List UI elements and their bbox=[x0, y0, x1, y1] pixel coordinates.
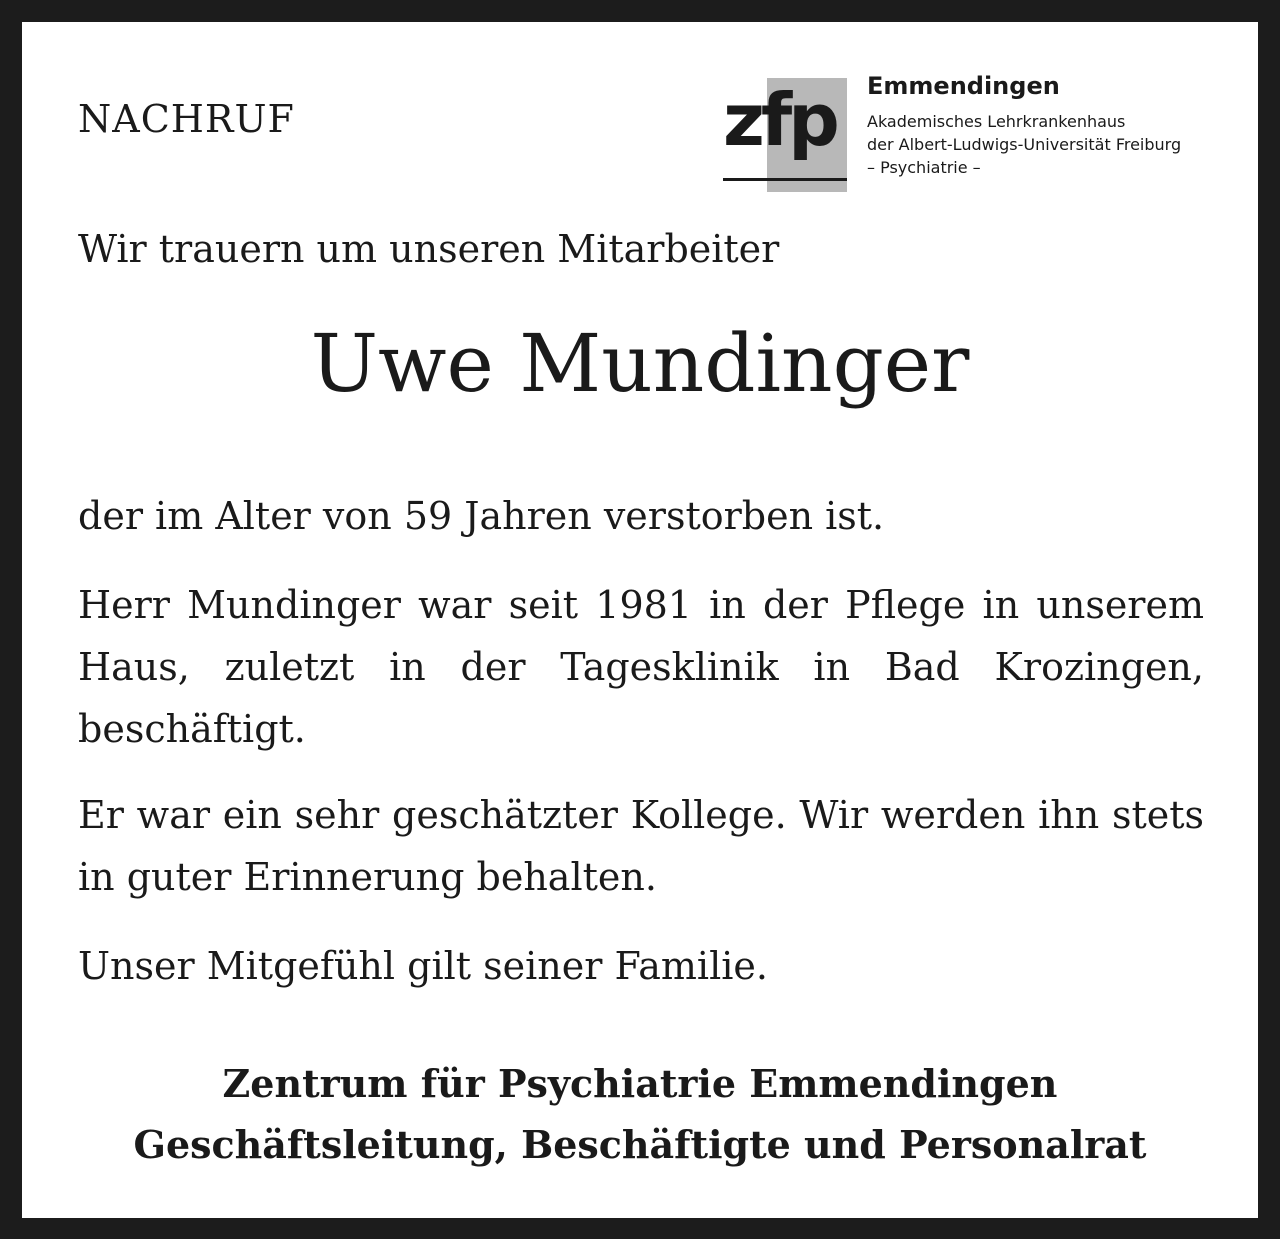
paragraph-age: der im Alter von 59 Jahren verstorben ist. bbox=[78, 494, 885, 538]
logo-city: Emmendingen bbox=[867, 72, 1060, 100]
obituary-notice bbox=[22, 22, 1258, 1218]
logo-subtitle-1: Akademisches Lehrkrankenhaus bbox=[867, 112, 1126, 131]
signature-groups: Geschäftsleitung, Beschäftigte und Personalrat bbox=[133, 1122, 1147, 1167]
paragraph-remembrance: Er war ein sehr geschätzter Kollege. Wir werden ihn stets in guter Erinnerung behalten. bbox=[78, 793, 1204, 899]
intro-text: Wir trauern um unseren Mitarbeiter bbox=[78, 227, 780, 271]
paragraph-sympathy: Unser Mitgefühl gilt seiner Familie. bbox=[78, 944, 768, 988]
notice-label: NACHRUF bbox=[78, 97, 295, 141]
signature-institution: Zentrum für Psychiatrie Emmendingen bbox=[222, 1061, 1058, 1106]
deceased-name: Uwe Mundinger bbox=[310, 317, 970, 410]
logo-letters: zfp bbox=[723, 78, 836, 162]
logo-underline bbox=[723, 178, 847, 181]
logo-subtitle-2: der Albert-Ludwigs-Universität Freiburg bbox=[867, 135, 1182, 154]
zfp-logo bbox=[723, 74, 1223, 194]
paragraph-career: Herr Mundinger war seit 1981 in der Pflege in unserem Haus, zuletzt in der Tagesklinik in Bad Krozingen, beschäftigt. bbox=[78, 583, 1204, 751]
logo-subtitle-3: – Psychiatrie – bbox=[867, 158, 981, 177]
